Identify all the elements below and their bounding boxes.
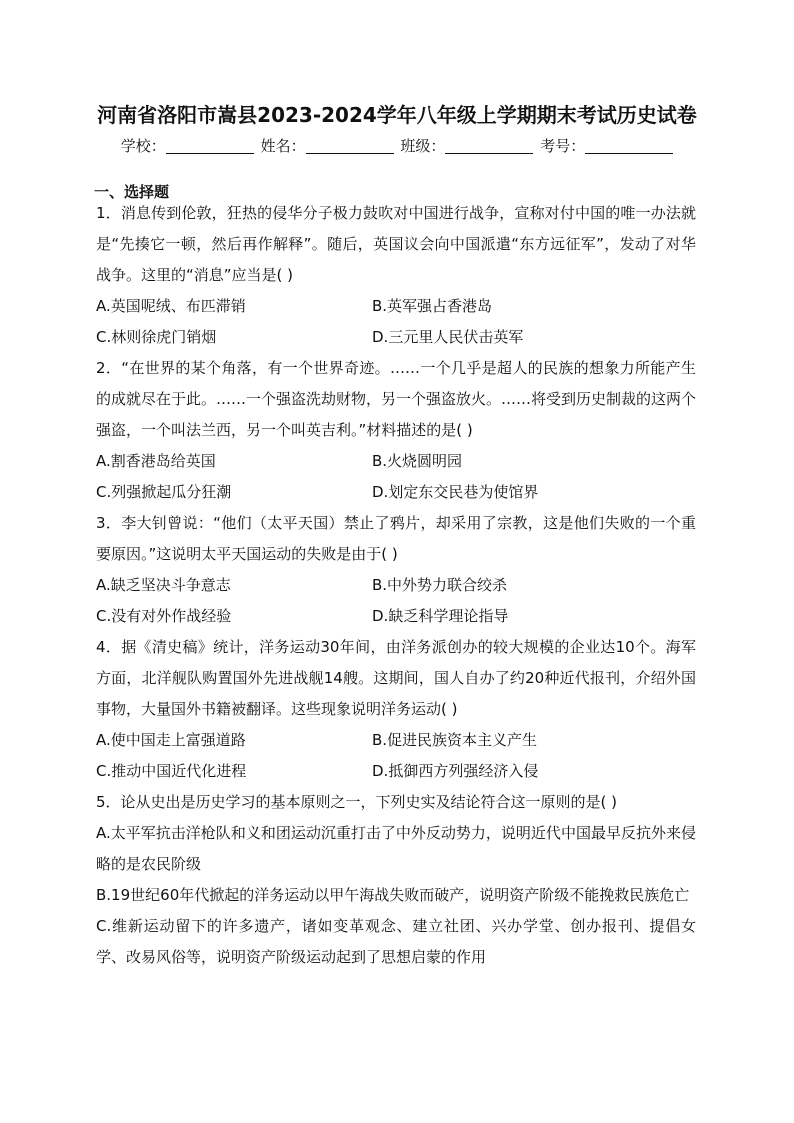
option-b[interactable]: B.19世纪60年代掀起的洋务运动以甲午海战失败而破产，说明资产阶级不能挽救民族危亡 [96,886,690,904]
name-label: 姓名： [260,137,306,155]
class-field [400,134,533,158]
option-grid [96,446,696,508]
option-c[interactable]: C.维新运动留下的许多遗产，诸如变革观念、建立社团、兴办学堂、创办报刊、提倡女学、改易风俗等，说明资产阶级运动起到了思想启蒙的作用 [96,917,696,966]
student-info-line [0,134,794,158]
class-label: 班级： [400,137,446,155]
class-blank[interactable] [445,137,533,154]
option-a[interactable]: A.英国呢绒、布匹滞销 [96,297,246,315]
question-5 [96,787,696,973]
school-field [121,134,254,158]
option-b[interactable]: B.促进民族资本主义产生 [372,731,538,749]
question-stem: 4．据《清史稿》统计，洋务运动30年间，由洋务派创办的较大规模的企业达10个。海军方面，北洋舰队购置国外先进战舰14艘。这期间，国人自办了约20种近代报刊，介绍外国事物，大量国外书籍被翻译。这些现象说明洋务运动( ) [96,638,696,718]
section-title: 一、选择题 [94,183,170,201]
question-4 [96,632,696,787]
question-stem: 5．论从史出是历史学习的基本原则之一，下列史实及结论符合这一原则的是( ) [96,793,618,811]
question-stem: 2．“在世界的某个角落，有一个世界奇迹。……一个几乎是超人的民族的想象力所能产生的成就尽在于此。……一个强盗洗劫财物，另一个强盗放火。……将受到历史制裁的这两个强盗，一个叫法兰西，另一个叫英吉利。”材料描述的是( ) [96,359,697,439]
exam-title: 河南省洛阳市嵩县2023-2024学年八年级上学期期末考试历史试卷 [97,103,697,127]
question-list [96,198,696,973]
option-c[interactable]: C.林则徐虎门销烟 [96,328,217,346]
option-d[interactable]: D.三元里人民伏击英军 [372,328,524,346]
question-1 [96,198,696,353]
school-label: 学校： [120,137,166,155]
number-blank[interactable] [585,137,673,154]
option-c[interactable]: C.没有对外作战经验 [96,607,232,625]
question-stem: 3．李大钊曾说：“他们（太平天国）禁止了鸦片，却采用了宗教，这是他们失败的一个重要原因。”这说明太平天国运动的失败是由于( ) [96,514,696,563]
option-c[interactable]: C.列强掀起瓜分狂潮 [96,483,232,501]
option-b[interactable]: B.火烧圆明园 [372,452,463,470]
option-grid [96,725,696,787]
number-label: 考号： [540,137,586,155]
question-3 [96,508,696,632]
question-2 [96,353,696,508]
name-field [261,134,394,158]
option-d[interactable]: D.划定东交民巷为使馆界 [372,483,539,501]
option-a[interactable]: A.使中国走上富强道路 [96,731,246,749]
option-a[interactable]: A.太平军抗击洋枪队和义和团运动沉重打击了中外反动势力，说明近代中国最早反抗外来侵略的是农民阶级 [96,824,696,873]
option-d[interactable]: D.抵御西方列强经济入侵 [372,762,539,780]
option-d[interactable]: D.缺乏科学理论指导 [372,607,509,625]
option-b[interactable]: B.中外势力联合绞杀 [372,576,508,594]
option-a[interactable]: A.割香港岛给英国 [96,452,216,470]
option-grid [96,570,696,632]
option-a[interactable]: A.缺乏坚决斗争意志 [96,576,231,594]
option-c[interactable]: C.推动中国近代化进程 [96,762,247,780]
option-b[interactable]: B.英军强占香港岛 [372,297,493,315]
school-blank[interactable] [166,137,254,154]
name-blank[interactable] [306,137,394,154]
option-grid [96,291,696,353]
number-field [540,134,673,158]
question-stem: 1．消息传到伦敦，狂热的侵华分子极力鼓吹对中国进行战争，宣称对付中国的唯一办法就是“先揍它一顿，然后再作解释”。随后，英国议会向中国派遣“东方远征军”，发动了对华战争。这里的“消息”应当是( ) [96,204,696,284]
